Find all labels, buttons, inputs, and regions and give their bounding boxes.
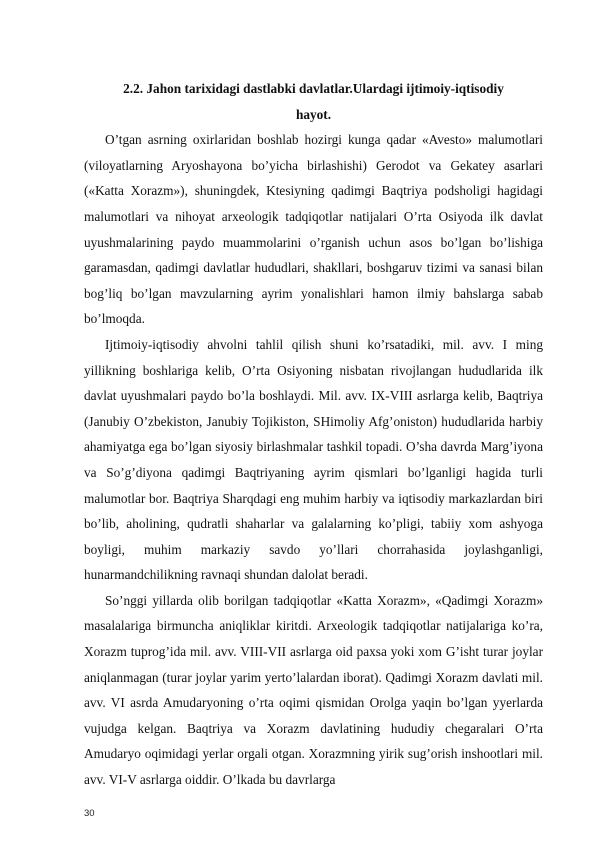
section-heading: 2.2. Jahon tarixidagi dastlabki davlatlar.Ulardagi ijtimoiy-iqtisodiy hayot. (123, 81, 504, 122)
paragraph-2: Ijtimoiy-iqtisodiy ahvolni tahlil qilish shuni ko’rsatadiki, mil. avv. I ming yillikning boshlariga kelib, O’rta Osiyoning nisbatan rivojlangan hududlarida ilk davlat uyushmalari paydo bo’la boshlaydi. Mil. avv. IX-VIII asrlarga kelib, Baqtriya (Janubiy O’zbekiston, Janubiy Tojikiston, SHimoliy Afg’oniston) hududlarida harbiy ahamiyatga ega bo’lgan siyosiy birlashmalar tashkil topadi. O’sha davrda Marg’iyona va So’g’diyona qadimgi Baqtriyaning ayrim qismlari bo’lganligi hagida turli malumotlar bor. Baqtriya Sharqdagi eng muhim harbiy va iqtisodiy markazlardan biri bo’lib, aholining, qudratli shaharlar va galalarning ko’pligi, tabiiy xom ashyoga boyligi, muhim markaziy savdo yo’llari chorrahasida joylashganligi, hunarmandchilikning ravnaqi shundan dalolat beradi. (84, 336, 543, 583)
page-number: 30 (84, 808, 95, 819)
document-body (84, 76, 543, 793)
paragraph-1: O’tgan asrning oxirlaridan boshlab hozirgi kunga qadar «Avesto» malumotlari (viloyatlarning Aryoshayona bo’yicha birlashishi) Gerodot va Gekatey asarlari («Katta Xorazm»), shuningdek, Ktesiyning qadimgi Baqtriya podsholigi hagidagi malumotlari va nihoyat arxeologik tadqiqotlar natijalari O’rta Osiyoda ilk davlat uyushmalarining paydo muammolarini o’rganish uchun asos bo’lgan bo’lishiga garamasdan, qadimgi davlatlar hududlari, shakllari, boshgaruv tizimi va sanasi bilan bog’liq bo’lgan mavzularning ayrim yonalishlari hamon ilmiy bahslarga sabab bo’lmoqda. (84, 132, 543, 327)
paragraph-3: So’nggi yillarda olib borilgan tadqiqotlar «Katta Xorazm», «Qadimgi Xorazm» masalalariga birmuncha aniqliklar kiritdi. Arxeologik tadqiqotlar natijalariga ko’ra, Xorazm tuprog’ida mil. avv. VIII-VII asrlarga oid paxsa yoki xom G’isht turar joylar aniqlanmagan (turar joylar yarim yerto’lalardan iborat). Qadimgi Xorazm davlati mil. avv. VI asrda Amudaryoning o’rta oqimi qismidan Orolga yaqin bo’lgan yyerlarda vujudga kelgan. Baqtriya va Xorazm davlatining hududiy chegaralari O’rta Amudaryo oqimidagi yerlar orgali otgan. Xorazmning yirik sug’orish inshootlari mil. avv. VI-V asrlarga oiddir. O’lkada bu davrlarga (84, 592, 543, 788)
